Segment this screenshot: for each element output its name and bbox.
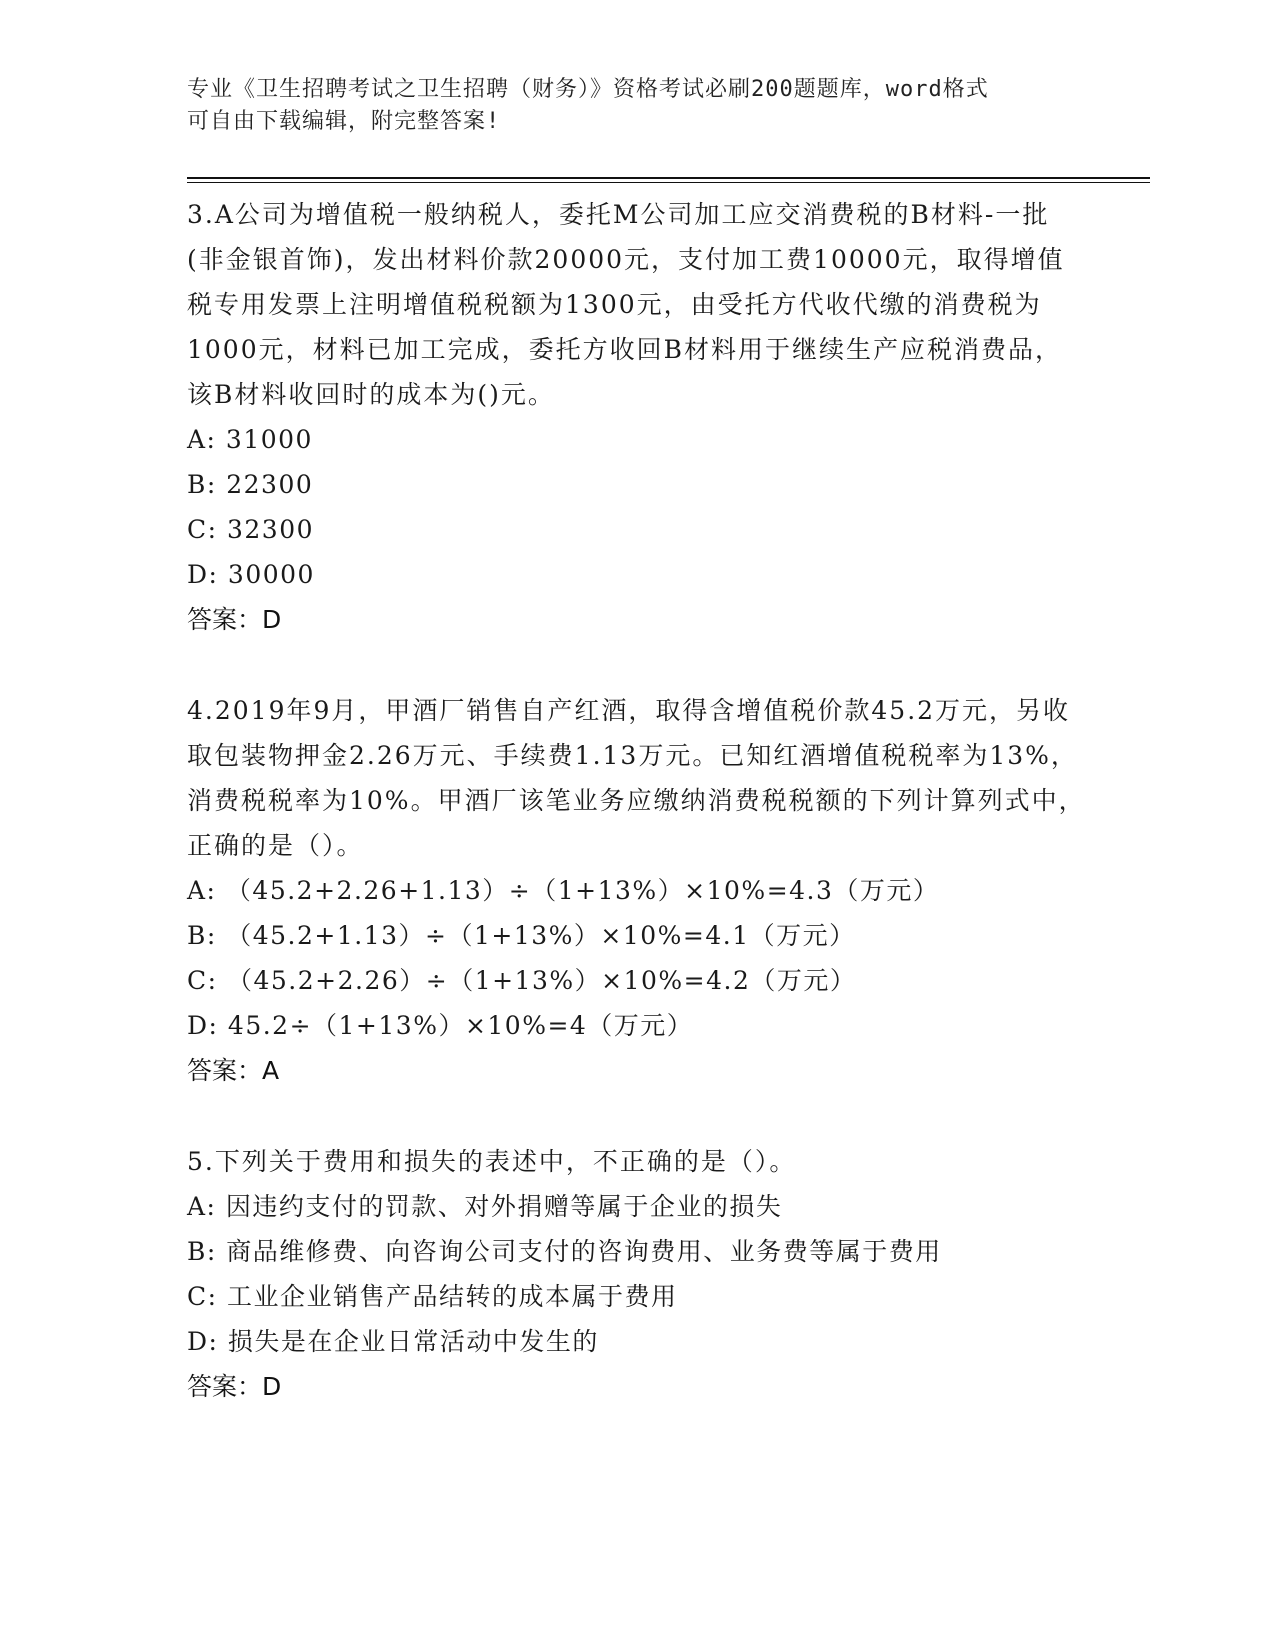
option-d: D: 损失是在企业日常活动中发生的 (187, 1327, 599, 1356)
question-text: 3.A公司为增值税一般纳税人，委托M公司加工应交消费税的B材料-一批(非金银首饰)，发出材料价款20000元，支付加工费10000元，取得增值税专用发票上注明增值税税额为1300元，由受托方代收代缴的消费税为1000元，材料已加工完成，委托方收回B材料用于继续生产应税消费品，该B材料收回时的成本为()元。 (187, 200, 1065, 409)
header-divider (187, 177, 1150, 183)
option-c: C: （45.2+2.26）÷（1+13%）×10%=4.2（万元） (187, 966, 857, 995)
option-b: B: 22300 (187, 470, 314, 499)
question-3 (187, 192, 1087, 642)
option-a: A: （45.2+2.26+1.13）÷（1+13%）×10%=4.3（万元） (187, 876, 940, 905)
question-text: 5.下列关于费用和损失的表述中，不正确的是（）。 (187, 1147, 797, 1176)
question-text: 4.2019年9月，甲酒厂销售自产红酒，取得含增值税价款45.2万元，另收取包装物押金2.26万元、手续费1.13万元。已知红酒增值税税率为13%，消费税税率为10%。甲酒厂该笔业务应缴纳消费税税额的下列计算列式中，正确的是（）。 (187, 696, 1086, 860)
answer-label: 答案：D (187, 605, 282, 634)
option-c: C: 工业企业销售产品结转的成本属于费用 (187, 1282, 678, 1311)
answer-label: 答案：A (187, 1056, 280, 1085)
question-list (187, 192, 1087, 1455)
option-b: B: （45.2+1.13）÷（1+13%）×10%=4.1（万元） (187, 921, 856, 950)
option-d: D: 30000 (187, 560, 315, 589)
header-line-2: 可自由下载编辑，附完整答案! (187, 109, 501, 134)
option-a: A: 31000 (187, 425, 313, 454)
option-d: D: 45.2÷（1+13%）×10%=4（万元） (187, 1011, 694, 1040)
question-4 (187, 688, 1087, 1093)
option-b: B: 商品维修费、向咨询公司支付的咨询费用、业务费等属于费用 (187, 1237, 942, 1266)
header-line-1: 专业《卫生招聘考试之卫生招聘（财务）》资格考试必刷200题题库，word格式 (187, 77, 989, 102)
question-5 (187, 1139, 1087, 1409)
answer-label: 答案：D (187, 1372, 282, 1401)
option-a: A: 因违约支付的罚款、对外捐赠等属于企业的损失 (187, 1192, 783, 1221)
document-header (187, 74, 1067, 138)
option-c: C: 32300 (187, 515, 315, 544)
